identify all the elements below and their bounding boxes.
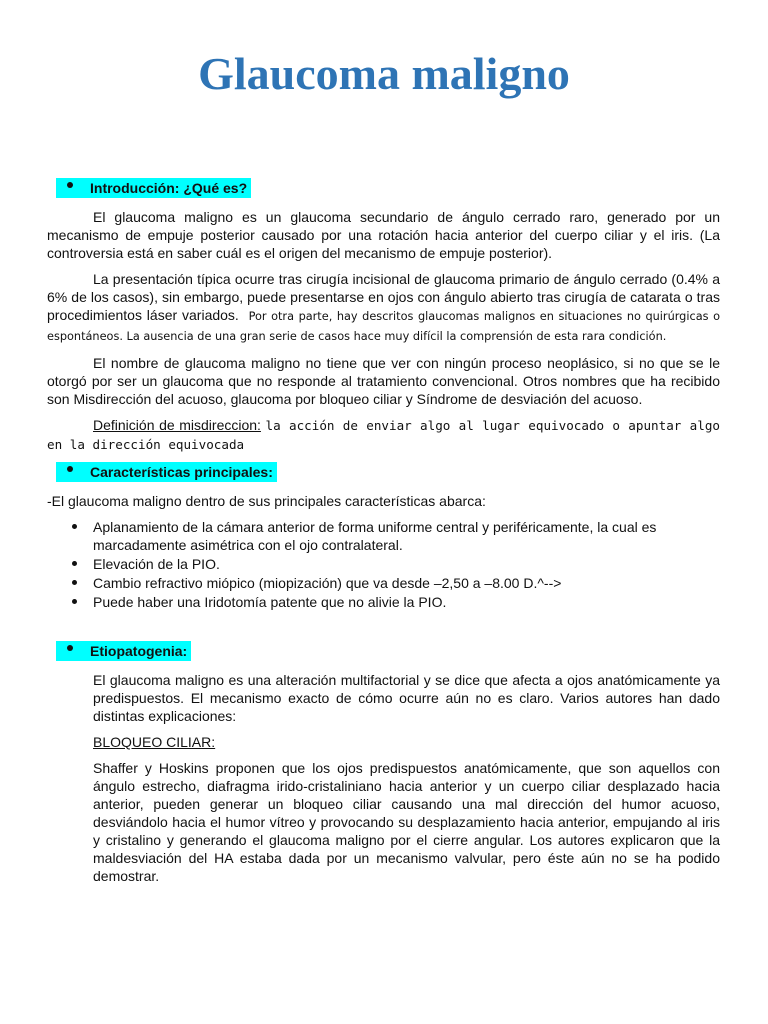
list-item: Puede haber una Iridotomía patente que no alivie la PIO. [47, 593, 720, 611]
definition-label: Definición de misdireccion: [93, 417, 261, 433]
features-list [47, 518, 720, 611]
intro-paragraph-1: El glaucoma maligno es un glaucoma secundario de ángulo cerrado raro, generado por un mecanismo de empuje posterior causado por una rotación hacia anterior del cuerpo ciliar y el iris. (La controversia está en saber cuál es el origen del mecanismo de empuje posterior). [47, 209, 720, 261]
list-item: Cambio refractivo miópico (miopización) que va desde –2,50 a –8.00 D.^--> [47, 574, 720, 592]
section-spacer [47, 619, 720, 641]
etiology-subheading: BLOQUEO CILIAR: [93, 734, 216, 750]
list-item: Aplanamiento de la cámara anterior de forma uniforme central y periféricamente, la cual es marcadamente asimétrica con el ojo contralateral. [47, 518, 720, 554]
intro-paragraph-2-small: Por otra parte, hay descritos glaucomas malignos en situaciones no quirúrgicas o espontáneos. La ausencia de una gran serie de casos hace muy difícil la comprensión de esta rara condición. [47, 310, 720, 343]
intro-paragraph-3: El nombre de glaucoma maligno no tiene que ver con ningún proceso neoplásico, si no que se le otorgó por ser un glaucoma que no responde al tratamiento convencional. Otros nombres que ha recibido son Misdirección del acuoso, glaucoma por bloqueo ciliar y Síndrome de desviación del acuoso. [47, 355, 720, 407]
section-heading-features [67, 462, 720, 484]
intro-paragraph-2 [47, 270, 720, 346]
definition-paragraph [47, 416, 720, 454]
heading-highlight: Características principales: [56, 462, 277, 482]
heading-highlight: Introducción: ¿Qué es? [56, 178, 251, 198]
heading-highlight: Etiopatogenia: [56, 641, 191, 661]
features-intro: -El glaucoma maligno dentro de sus principales características abarca: [47, 493, 486, 509]
etiology-block [93, 671, 720, 885]
page-title: Glaucoma maligno [198, 48, 570, 99]
document-body [47, 178, 720, 893]
bullet-icon [67, 645, 73, 651]
intro-paragraph-2-main: La presentación típica ocurre tras cirugía incisional de glaucoma primario de ángulo cerrado (0.4% a 6% de los casos), sin embargo, puede presentarse en ojos con ángulo abierto tras cirugía de catarata o tras procedimientos láser variados. [47, 271, 720, 323]
etiology-paragraph-1: El glaucoma maligno es una alteración multifactorial y se dice que afecta a ojos anatómicamente ya predispuestos. El mecanismo exacto de cómo ocurre aún no es claro. Varios autores han dado distintas explicaciones: [93, 672, 720, 724]
bullet-icon [67, 182, 73, 188]
bullet-icon [67, 466, 73, 472]
section-heading-intro [67, 178, 720, 200]
section-heading-etiology [67, 641, 720, 663]
definition-text: la acción de enviar algo al lugar equivocado o apuntar algo en la dirección equivocada [47, 418, 720, 452]
etiology-paragraph-2: Shaffer y Hoskins proponen que los ojos predispuestos anatómicamente, que son aquellos con ángulo estrecho, diafragma irido-cristaliniano hacia anterior y un cuerpo ciliar desplazado hacia anterior, pueden generar un bloqueo ciliar causando una mal dirección del humor acuoso, desviándolo hacia el humor vítreo y provocando su desplazamiento hacia anterior, empujando al iris y cristalino y generando el glaucoma maligno por el cierre angular. Los autores explicaron que la maldesviación del HA estaba dada por un mecanismo valvular, pero éste aún no se ha podido demostrar. [93, 760, 720, 884]
list-item: Elevación de la PIO. [47, 555, 720, 573]
